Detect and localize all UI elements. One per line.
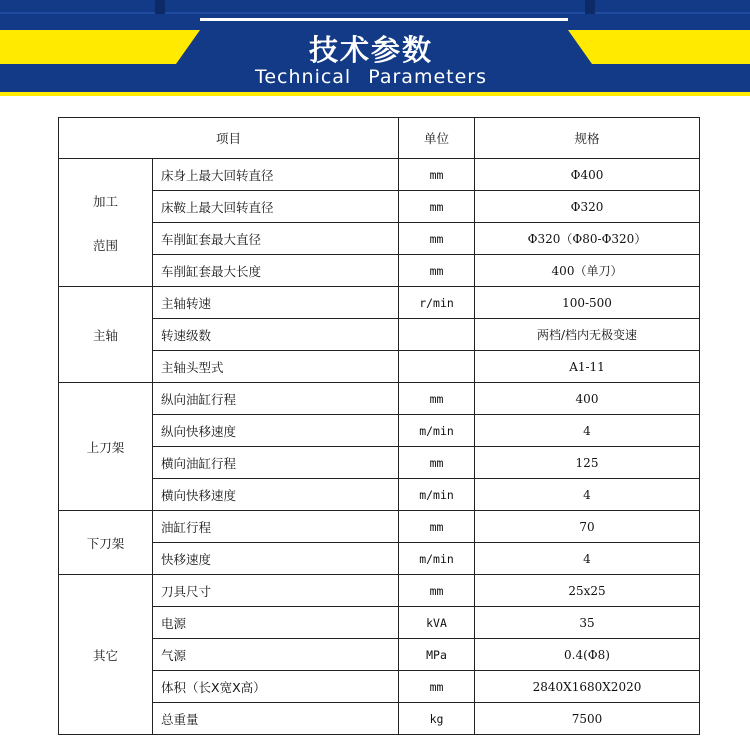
unit-cell: mm	[399, 447, 475, 479]
table-row	[59, 639, 700, 671]
spec-cell: 两档/档内无极变速	[475, 319, 700, 351]
item-cell: 快移速度	[153, 543, 399, 575]
table-row	[59, 607, 700, 639]
spec-cell: 125	[475, 447, 700, 479]
spec-cell: 0.4(Φ8)	[475, 639, 700, 671]
item-cell: 电源	[153, 607, 399, 639]
item-cell: 主轴转速	[153, 287, 399, 319]
item-cell: 床身上最大回转直径	[153, 159, 399, 191]
unit-cell: m/min	[399, 479, 475, 511]
group-name-part: 加工	[92, 193, 118, 209]
table-row	[59, 511, 700, 543]
group-label	[59, 159, 153, 287]
group-name-part: 其它	[92, 647, 118, 663]
spec-cell: Φ320	[475, 191, 700, 223]
spec-cell: 70	[475, 511, 700, 543]
spec-cell: 35	[475, 607, 700, 639]
table-row	[59, 415, 700, 447]
table-row	[59, 703, 700, 735]
unit-cell: mm	[399, 511, 475, 543]
group-label	[59, 575, 153, 735]
spec-cell: Φ320（Φ80-Φ320）	[475, 223, 700, 255]
group-name-part: 下刀架	[86, 535, 125, 551]
item-cell: 转速级数	[153, 319, 399, 351]
spec-cell: 4	[475, 415, 700, 447]
item-cell: 横向油缸行程	[153, 447, 399, 479]
item-cell: 刀具尺寸	[153, 575, 399, 607]
item-cell: 体积（长X宽X高）	[153, 671, 399, 703]
table-row	[59, 223, 700, 255]
table-row	[59, 447, 700, 479]
table-row	[59, 255, 700, 287]
spec-cell: 2840X1680X2020	[475, 671, 700, 703]
unit-cell: MPa	[399, 639, 475, 671]
unit-cell: kg	[399, 703, 475, 735]
table-row	[59, 543, 700, 575]
item-cell: 横向快移速度	[153, 479, 399, 511]
group-name-part: 主轴	[92, 327, 118, 343]
table-row	[59, 575, 700, 607]
item-cell: 床鞍上最大回转直径	[153, 191, 399, 223]
unit-cell	[399, 351, 475, 383]
table-row	[59, 191, 700, 223]
unit-cell: mm	[399, 671, 475, 703]
group-label	[59, 287, 153, 383]
unit-cell: r/min	[399, 287, 475, 319]
header-spec: 规格	[475, 118, 700, 159]
group-label	[59, 511, 153, 575]
item-cell: 纵向快移速度	[153, 415, 399, 447]
unit-cell: m/min	[399, 415, 475, 447]
item-cell: 车削缸套最大直径	[153, 223, 399, 255]
unit-cell: m/min	[399, 543, 475, 575]
header-unit: 单位	[399, 118, 475, 159]
unit-cell: mm	[399, 255, 475, 287]
table-row	[59, 671, 700, 703]
header-banner	[0, 0, 750, 100]
table-row	[59, 319, 700, 351]
spec-cell: 100-500	[475, 287, 700, 319]
spec-cell: 7500	[475, 703, 700, 735]
page-subtitle: Technical Parameters	[254, 66, 488, 88]
header-item: 项目	[59, 118, 399, 159]
item-cell: 总重量	[153, 703, 399, 735]
item-cell: 气源	[153, 639, 399, 671]
unit-cell: kVA	[399, 607, 475, 639]
spec-table	[58, 117, 700, 735]
spec-cell: A1-11	[475, 351, 700, 383]
table-row	[59, 383, 700, 415]
unit-cell: mm	[399, 575, 475, 607]
page-title: 技术参数	[308, 33, 433, 67]
spec-cell: 400	[475, 383, 700, 415]
item-cell: 主轴头型式	[153, 351, 399, 383]
group-label	[59, 383, 153, 511]
unit-cell: mm	[399, 383, 475, 415]
unit-cell: mm	[399, 191, 475, 223]
unit-cell: mm	[399, 223, 475, 255]
unit-cell: mm	[399, 159, 475, 191]
group-name-part: 上刀架	[86, 439, 125, 455]
table-row	[59, 351, 700, 383]
spec-cell: 400（单刀）	[475, 255, 700, 287]
spec-cell: Φ400	[475, 159, 700, 191]
table-row	[59, 479, 700, 511]
spec-cell: 4	[475, 479, 700, 511]
spec-cell: 25x25	[475, 575, 700, 607]
item-cell: 车削缸套最大长度	[153, 255, 399, 287]
unit-cell	[399, 319, 475, 351]
item-cell: 油缸行程	[153, 511, 399, 543]
table-header-row	[59, 118, 700, 159]
item-cell: 纵向油缸行程	[153, 383, 399, 415]
group-name-part: 范围	[92, 237, 118, 253]
spec-cell: 4	[475, 543, 700, 575]
table-row	[59, 159, 700, 191]
table-row	[59, 287, 700, 319]
